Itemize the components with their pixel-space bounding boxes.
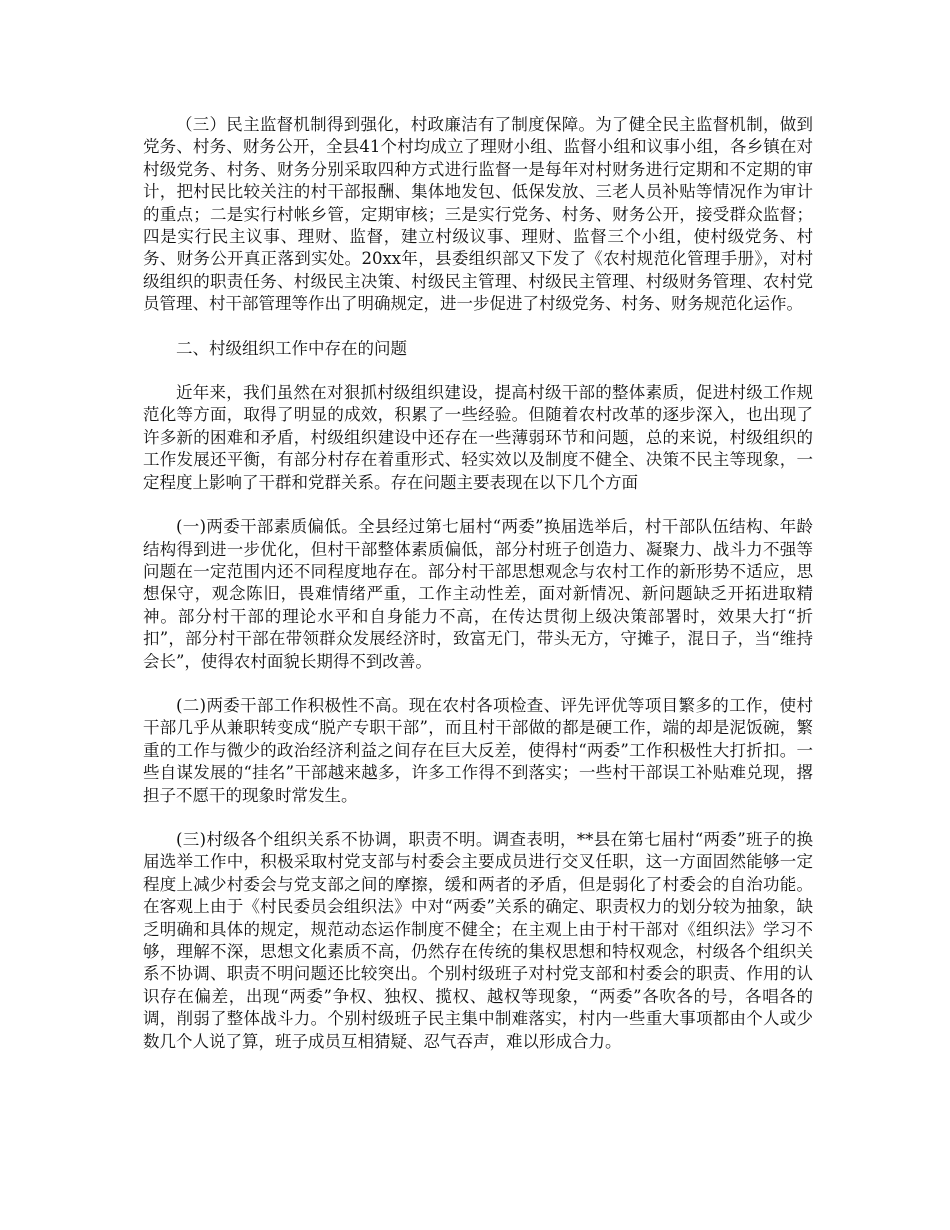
paragraph-problem-1: (一)两委干部素质偏低。全县经过第七届村“两委”换届选举后，村干部队伍结构、年龄结构得到进一步优化，但村干部整体素质偏低，部分村班子创造力、凝聚力、战斗力不强等问题在一定范围内还不同程度地存在。部分村干部思想观念与农村工作的新形势不适应，思想保守，观念陈旧，畏难情绪严重，工作主动性差，面对新情况、新问题缺乏开拓进取精神。部分村干部的理论水平和自身能力不高，在传达贯彻上级决策部署时，效果大打“折扣”，部分村干部在带领群众发展经济时，致富无门，带头无方，守摊子，混日子，当“维持会长”，使得农村面貌长期得不到改善。	[143, 517, 813, 671]
paragraph-democratic-supervision: （三）民主监督机制得到强化，村政廉洁有了制度保障。为了健全民主监督机制，做到党务、村务、财务公开，全县41个村均成立了理财小组、监督小组和议事小组，各乡镇在对村级党务、村务、财务分别采取四种方式进行监督一是每年对村财务进行定期和不定期的审计，把村民比较关注的村干部报酬、集体地发包、低保发放、三老人员补贴等情况作为审计的重点；二是实行村帐乡管，定期审核；三是实行党务、村务、财务公开，接受群众监督；四是实行民主议事、理财、监督，建立村级议事、理财、监督三个小组，使村级党务、村务、财务公开真正落到实处。20xx年，县委组织部又下发了《农村规范化管理手册》，对村级组织的职责任务、村级民主决策、村级民主管理、村级民主管理、村级财务管理、农村党员管理、村干部管理等作出了明确规定，进一步促进了村级党务、村务、财务规范化运作。	[143, 115, 813, 314]
paragraph-intro-problems: 近年来，我们虽然在对狠抓村级组织建设，提高村级干部的整体素质，促进村级工作规范化等方面，取得了明显的成效，积累了一些经验。但随着农村改革的逐步深入，也出现了许多新的困难和矛盾，村级组织建设中还存在一些薄弱环节和问题，总的来说，村级组织的工作发展还平衡，有部分村存在着重形式、轻实效以及制度不健全、决策不民主等现象，一定程度上影响了干群和党群关系。存在问题主要表现在以下几个方面	[143, 383, 813, 492]
paragraph-problem-2: (二)两委干部工作积极性不高。现在农村各项检查、评先评优等项目繁多的工作，使村干部几乎从兼职转变成“脱产专职干部”，而且村干部做的都是硬工作，端的却是泥饭碗，繁重的工作与微少的政治经济利益之间存在巨大反差，使得村“两委”工作积极性大打折扣。一些自谋发展的“挂名”干部越来越多，许多工作得不到落实；一些村干部误工补贴难兑现，撂担子不愿干的现象时常发生。	[143, 695, 813, 805]
section-heading-problems: 二、村级组织工作中存在的问题	[176, 338, 407, 358]
document-body	[143, 114, 813, 1075]
paragraph-problem-3: (三)村级各个组织关系不协调，职责不明。调查表明，**县在第七届村“两委”班子的换届选举工作中，积极采取村党支部与村委会主要成员进行交叉任职，这一方面固然能够一定程度上减少村委会与党支部之间的摩擦，缓和两者的矛盾，但是弱化了村委会的自治功能。在客观上由于《村民委员会组织法》中对“两委”关系的确定、职责权力的划分较为抽象，缺乏明确和具体的规定，规范动态运作制度不健全；在主观上由于村干部对《组织法》学习不够，理解不深，思想文化素质不高，仍然存在传统的集权思想和特权观念，村级各个组织关系不协调、职责不明问题还比较突出。个别村级班子对村党支部和村委会的职责、作用的认识存在偏差，出现“两委”争权、独权、揽权、越权等现象，“两委”各吹各的号，各唱各的调，削弱了整体战斗力。个别村级班子民主集中制难落实，村内一些重大事项都由个人或少数几个人说了算，班子成员互相猜疑、忍气吞声，难以形成合力。	[143, 829, 813, 1051]
